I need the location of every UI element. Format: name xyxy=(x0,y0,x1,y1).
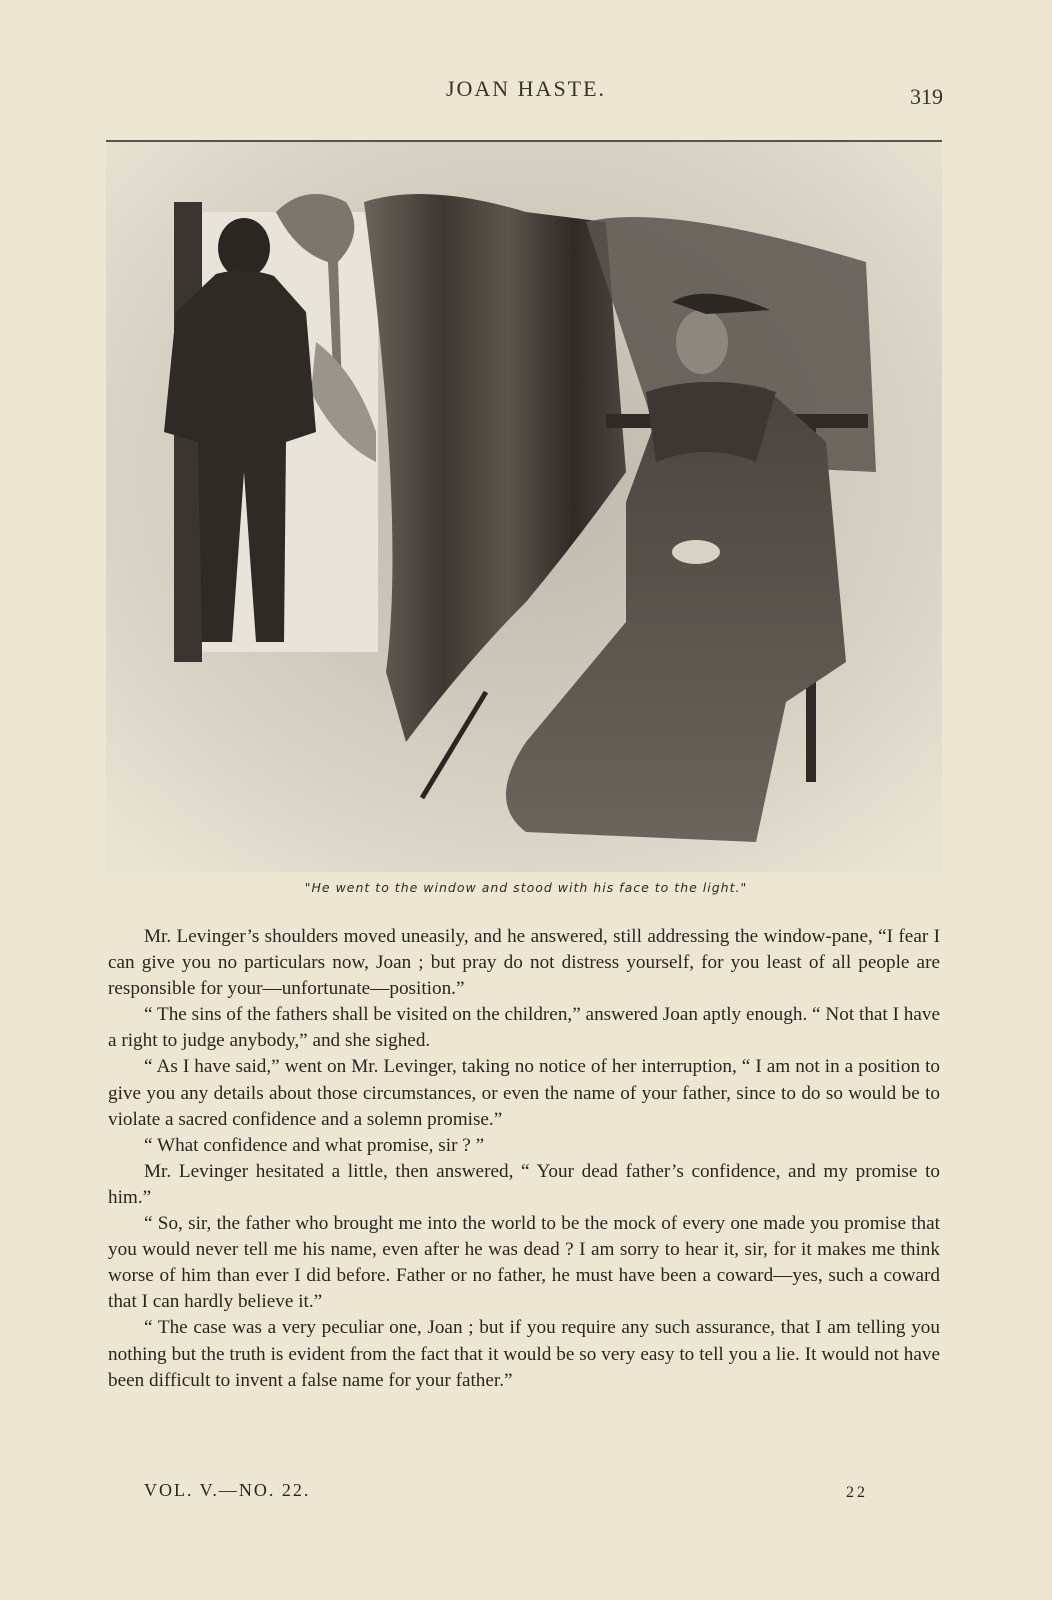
engraving-picture xyxy=(106,142,942,872)
page-number: 319 xyxy=(910,84,943,109)
illustration-caption: "He went to the window and stood with his face to the light." xyxy=(304,880,748,895)
illustration xyxy=(106,140,942,874)
paragraph: Mr. Levinger hesitated a little, then answered, “ Your dead father’s confidence, and my promise to him.” xyxy=(108,1160,940,1208)
signature-mark: 22 xyxy=(846,1484,868,1501)
paragraph: “ The case was a very peculiar one, Joan ; but if you require any such assurance, that I am telling you nothing but the truth is evident from the fact that it would be so very easy to tell you a lie. It would not have been difficult to invent a false name for your father.” xyxy=(108,1317,940,1391)
paragraph: “ What confidence and what promise, sir ? ” xyxy=(144,1134,485,1156)
paragraph: Mr. Levinger’s shoulders moved uneasily, and he answered, still addressing the window-pane, “I fear I can give you no particulars now, Joan ; but pray do not distress yourself, for you least of all people are responsible for your—unfortunate—position.” xyxy=(108,926,940,1000)
body-text xyxy=(108,924,940,1394)
running-title: JOAN HASTE. xyxy=(445,76,607,101)
volume-number: VOL. V.—NO. 22. xyxy=(144,1480,311,1500)
paragraph: “ So, sir, the father who brought me into the world to be the mock of every one made you promise that you would never tell me his name, even after he was dead ? I am sorry to hear it, sir, for it makes me think worse of him than ever I did before. Father or no father, he must have been a coward—yes, such a coward that I can hardly believe it.” xyxy=(108,1213,940,1313)
paragraph: “ As I have said,” went on Mr. Levinger, taking no notice of her interruption, “ I am not in a position to give you any details about those circumstances, or even the name of your father, since to do so would be to violate a sacred confidence and a solemn promise.” xyxy=(108,1056,940,1130)
paragraph: “ The sins of the fathers shall be visited on the children,” answered Joan aptly enough. “ Not that I have a right to judge anybody,” and she sighed. xyxy=(108,1004,940,1052)
